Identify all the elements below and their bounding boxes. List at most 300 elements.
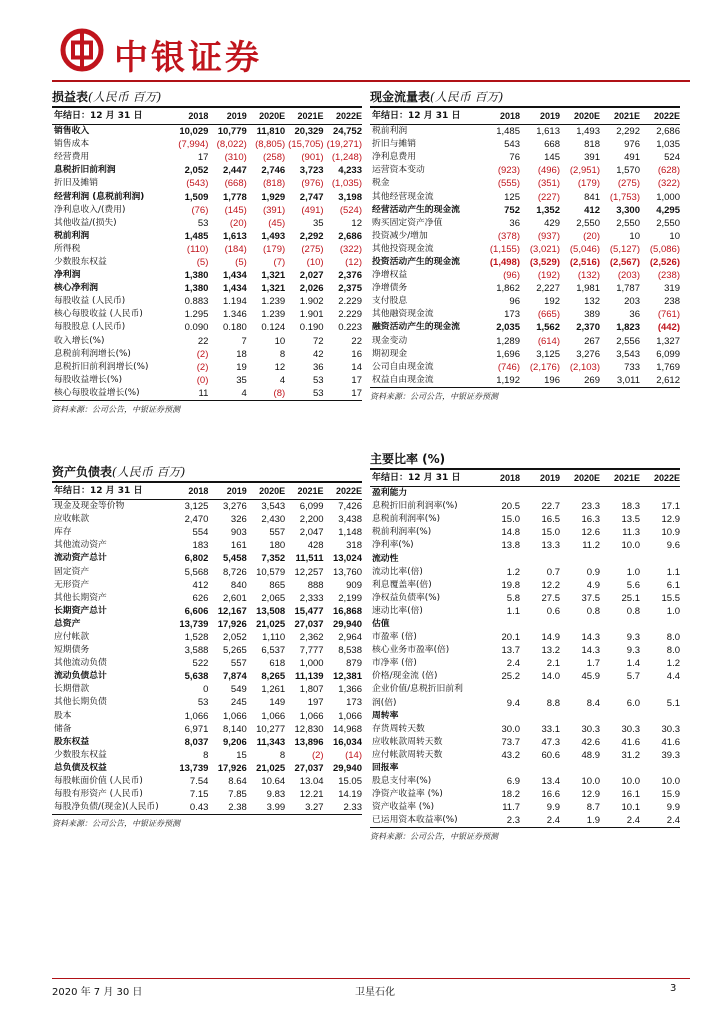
row-label: 其他流动资产	[54, 540, 107, 551]
table-row	[52, 190, 362, 203]
row-label: 已运用资本收益率(%)	[372, 815, 458, 826]
table-cell: (19,271)	[326, 139, 362, 151]
table-cell: 72	[312, 335, 324, 347]
table-row	[52, 644, 362, 657]
balance-header-row	[52, 483, 362, 500]
row-label: 净资产收益率 (%)	[372, 789, 443, 800]
row-label: 息税折旧前利润	[54, 165, 116, 176]
table-row	[370, 670, 680, 683]
row-label: 利息覆盖率(倍)	[372, 579, 432, 590]
table-cell: 1,981	[576, 283, 600, 295]
row-label: 其他长期负债	[54, 697, 107, 708]
row-label: 核心业务市盈率(倍)	[372, 645, 450, 656]
table-cell: 865	[269, 579, 286, 591]
row-label: 收入增长(%)	[54, 335, 105, 346]
report-header	[60, 28, 690, 76]
table-row	[52, 125, 362, 139]
row-label: 应收帐款	[54, 514, 90, 525]
table-row	[370, 762, 680, 775]
table-cell: 15	[236, 749, 247, 761]
table-cell: 13,896	[294, 736, 324, 748]
row-label: 其他长期资产	[54, 592, 107, 603]
year-header: 2021E	[600, 470, 640, 487]
table-cell: 5,568	[184, 566, 209, 578]
table-cell	[600, 552, 640, 565]
table-cell: 17	[351, 374, 362, 386]
table-row	[370, 374, 680, 387]
table-cell: 17,926	[217, 618, 247, 630]
table-cell: 9,206	[223, 736, 247, 748]
table-cell: 3,723	[299, 165, 324, 177]
row-label: 价格/现金流 (倍)	[372, 671, 438, 682]
table-cell: 1.239	[261, 309, 286, 321]
table-row	[52, 374, 362, 387]
table-cell: 1.1	[506, 605, 520, 617]
table-row	[370, 513, 680, 526]
row-label: 每股收益增长(%)	[54, 374, 123, 385]
table-cell: 36	[629, 309, 640, 321]
table-cell	[480, 487, 520, 501]
table-cell: 19.8	[501, 579, 520, 591]
table-cell: 2.229	[338, 296, 362, 308]
table-cell: (1,498)	[489, 256, 520, 268]
table-row	[52, 775, 362, 788]
row-label: 应付帐款	[54, 631, 90, 642]
table-row	[52, 749, 362, 762]
row-label: 税前利润率(%)	[372, 527, 432, 538]
table-cell: (7,994)	[178, 139, 209, 151]
table-row	[52, 348, 362, 361]
row-label: 长期借款	[54, 684, 90, 695]
table-cell: 2.4	[506, 658, 520, 670]
row-label: 息税前利润增长(%)	[54, 348, 131, 359]
table-cell: 557	[269, 527, 286, 539]
table-cell: (1,035)	[331, 178, 362, 190]
table-cell: 18	[236, 348, 247, 360]
table-cell: 9.3	[626, 645, 640, 657]
table-cell: 8.4	[586, 697, 600, 709]
year-end-header: 年结日：12 月 31 日	[52, 108, 170, 125]
table-cell: 16,034	[332, 736, 362, 748]
boc-logo-icon	[60, 28, 104, 72]
table-cell: 1,366	[338, 684, 362, 696]
table-cell: 1,035	[656, 139, 680, 151]
table-cell	[480, 762, 520, 775]
table-cell: 549	[230, 684, 247, 696]
row-label: 净利率(%)	[372, 540, 414, 551]
table-row	[52, 295, 362, 308]
table-cell: 29,940	[332, 618, 362, 630]
table-cell: 841	[584, 191, 600, 203]
table-cell: 2.4	[666, 815, 680, 827]
table-cell: 1,192	[496, 374, 520, 386]
table-row	[52, 387, 362, 400]
table-cell: 2,686	[656, 126, 680, 138]
table-cell: 1.0	[626, 566, 640, 578]
table-cell: 1,434	[223, 270, 247, 282]
table-cell: (628)	[657, 165, 680, 177]
table-row	[52, 631, 362, 644]
income-table	[52, 108, 362, 400]
table-cell	[520, 710, 560, 723]
table-cell: 4.4	[666, 671, 680, 683]
table-cell: 6,606	[184, 605, 209, 617]
table-row	[370, 500, 680, 513]
table-cell: 7,426	[338, 501, 362, 513]
table-cell: 11	[198, 387, 209, 399]
table-cell	[600, 487, 640, 501]
table-cell: (2)	[311, 749, 324, 761]
table-cell: 554	[192, 527, 209, 539]
year-header: 2020E	[247, 108, 285, 125]
table-cell: 8.64	[228, 776, 247, 788]
table-cell	[560, 618, 600, 631]
table-cell: 14.3	[581, 632, 600, 644]
table-cell: 818	[584, 139, 600, 151]
table-cell: 0.190	[299, 322, 324, 334]
table-cell: 2.38	[228, 802, 247, 814]
table-cell: 269	[584, 374, 600, 386]
table-cell: 7	[241, 335, 247, 347]
table-cell: 7.54	[189, 776, 209, 788]
table-cell: 10.0	[661, 776, 680, 788]
row-label: 流动负债总计	[54, 671, 107, 682]
row-label: 股东权益	[54, 736, 90, 747]
table-row	[52, 335, 362, 348]
table-row	[370, 151, 680, 164]
table-cell: 12.21	[299, 789, 324, 801]
year-header: 2021E	[285, 108, 323, 125]
row-label: 总负债及权益	[54, 762, 107, 773]
table-row	[370, 308, 680, 321]
table-cell: (10)	[306, 256, 324, 268]
table-cell: 12,257	[294, 566, 324, 578]
table-row	[52, 788, 362, 801]
year-header: 2018	[170, 483, 208, 500]
table-cell: (145)	[224, 204, 247, 216]
table-row	[52, 565, 362, 578]
table-cell: 6,099	[656, 348, 680, 360]
table-cell: (5,086)	[649, 243, 680, 255]
table-cell	[600, 710, 640, 723]
table-cell: 1,528	[184, 631, 209, 643]
table-row	[370, 177, 680, 190]
table-cell	[600, 618, 640, 631]
table-cell: 5.8	[506, 592, 520, 604]
table-cell: 7.85	[228, 789, 247, 801]
table-cell: 5.6	[626, 579, 640, 591]
table-cell	[520, 762, 560, 775]
row-label: 税前利润	[372, 126, 408, 137]
row-label: 净利息费用	[372, 152, 416, 163]
table-row	[52, 723, 362, 736]
table-cell: 4.9	[586, 579, 600, 591]
table-cell: (5)	[196, 256, 209, 268]
table-cell: 73.7	[501, 736, 520, 748]
row-label: 存货周转天数	[372, 723, 425, 734]
table-cell: 6,537	[261, 645, 286, 657]
row-label: 回报率	[372, 763, 399, 774]
table-cell: 524	[664, 152, 680, 164]
table-cell: 1,434	[223, 283, 247, 295]
table-cell: 11.2	[582, 540, 600, 552]
year-header: 2021E	[600, 108, 640, 125]
table-row	[370, 164, 680, 177]
table-cell: (15,705)	[288, 139, 324, 151]
table-row	[52, 710, 362, 723]
table-cell: 8.0	[666, 645, 680, 657]
table-cell: 14.0	[541, 671, 560, 683]
table-cell: 2,556	[616, 335, 640, 347]
table-row	[370, 566, 680, 579]
table-cell: (322)	[339, 243, 362, 255]
table-cell: 13.04	[299, 776, 324, 788]
year-header: 2020E	[560, 108, 600, 125]
row-label: 无形资产	[54, 579, 90, 590]
table-cell: 1,066	[261, 710, 286, 722]
balance-title: 资产负债表(人民币 百万)	[52, 463, 362, 483]
table-cell: 0.090	[184, 322, 209, 334]
table-cell: 2,550	[616, 217, 640, 229]
table-cell: 20,329	[294, 126, 324, 138]
table-cell: (110)	[186, 243, 209, 255]
table-cell	[600, 683, 640, 696]
table-cell: (378)	[497, 230, 520, 242]
table-cell	[520, 552, 560, 565]
year-header: 2022E	[640, 108, 680, 125]
table-cell: 3,300	[616, 204, 640, 216]
table-cell: 30.3	[581, 723, 600, 735]
table-cell: 0.9	[586, 566, 600, 578]
income-header-row	[52, 108, 362, 125]
table-cell: 145	[544, 152, 560, 164]
table-cell: 13,508	[256, 605, 286, 617]
table-row	[370, 243, 680, 256]
table-cell: 76	[509, 152, 520, 164]
table-cell: 2,026	[299, 283, 324, 295]
row-label: 润(倍)	[372, 697, 397, 708]
table-cell: (20)	[583, 230, 600, 242]
table-cell: 1,823	[616, 322, 640, 334]
table-cell: 1,066	[184, 710, 209, 722]
table-cell: 16	[351, 348, 362, 360]
table-cell: (322)	[657, 178, 680, 190]
row-label: 税前利润	[54, 230, 90, 241]
table-cell: 2,964	[338, 631, 362, 643]
row-label: 现金及现金等价物	[54, 501, 125, 512]
table-cell: 30.0	[501, 723, 520, 735]
table-cell: 318	[346, 540, 362, 552]
year-header: 2019	[208, 108, 246, 125]
row-label: 息税折旧前利润增长(%)	[54, 361, 149, 372]
table-row	[370, 487, 680, 501]
key-ratios-panel	[370, 450, 680, 842]
table-cell: 1,613	[223, 230, 247, 242]
table-cell: 30.3	[621, 723, 640, 735]
table-cell: 3,438	[338, 514, 362, 526]
table-row	[52, 164, 362, 177]
table-cell: 0.8	[586, 605, 600, 617]
table-cell: 20.5	[501, 501, 520, 513]
table-cell: 180	[269, 540, 286, 552]
table-cell: 43.2	[501, 749, 520, 761]
balance-table	[52, 483, 362, 814]
table-cell: 8	[203, 749, 209, 761]
table-cell: 6.0	[626, 697, 640, 709]
balance-sheet-panel	[52, 463, 362, 829]
table-cell: (238)	[657, 270, 680, 282]
table-cell	[560, 552, 600, 565]
table-cell: 2,333	[299, 592, 324, 604]
table-cell: 15.9	[661, 789, 680, 801]
table-cell: (761)	[657, 309, 680, 321]
table-cell: 8	[279, 348, 286, 360]
table-cell: 8,726	[223, 566, 247, 578]
table-cell: 752	[504, 204, 520, 216]
table-cell: (1,155)	[489, 243, 520, 255]
row-label: 每股净负债/(现金)(人民币)	[54, 802, 159, 813]
table-row	[52, 696, 362, 709]
row-label: 经营活动产生的现金流	[372, 204, 460, 215]
table-cell: (258)	[262, 152, 286, 164]
table-row	[370, 788, 680, 801]
table-cell: 2,430	[261, 514, 286, 526]
table-cell	[640, 762, 680, 775]
table-cell: 1,862	[496, 283, 520, 295]
row-label: 权益自由现金流	[372, 374, 434, 385]
table-row	[52, 670, 362, 683]
table-cell: 11.3	[622, 527, 640, 539]
table-cell: 16.6	[541, 789, 560, 801]
ratios-title: 主要比率 (%)	[370, 450, 680, 470]
row-label: 长期资产总计	[54, 605, 107, 616]
row-label: 每股股息 (人民币)	[54, 322, 126, 333]
table-cell: 6,971	[184, 723, 209, 735]
table-row	[370, 631, 680, 644]
table-row	[370, 605, 680, 618]
table-cell: 11,139	[295, 671, 324, 683]
year-header: 2020E	[560, 470, 600, 487]
table-cell: (179)	[262, 243, 286, 255]
table-cell: (442)	[657, 322, 680, 334]
table-cell: 2,376	[338, 270, 362, 282]
row-label: 其他融资现金流	[372, 309, 434, 320]
table-cell: 4,233	[338, 165, 362, 177]
table-cell: 1,261	[261, 684, 286, 696]
footer-company: 卫星石化	[355, 987, 395, 998]
table-cell: 267	[584, 335, 600, 347]
table-cell: 8,140	[223, 723, 247, 735]
table-cell: 5,458	[223, 553, 247, 565]
table-row	[52, 592, 362, 605]
table-cell: 10.0	[621, 540, 640, 552]
table-cell: 12,381	[332, 671, 362, 683]
table-cell: 3.99	[266, 802, 286, 814]
table-cell: (192)	[537, 270, 560, 282]
table-cell: 0.124	[261, 322, 286, 334]
table-cell: 9.9	[546, 802, 560, 814]
table-cell: (45)	[268, 217, 286, 229]
row-label: 期初现金	[372, 348, 408, 359]
table-cell: (391)	[262, 204, 286, 216]
year-header: 2020E	[247, 483, 285, 500]
table-cell: (491)	[301, 204, 324, 216]
table-cell: 27,037	[294, 618, 324, 630]
table-cell: 1,807	[299, 684, 324, 696]
table-cell: 16.5	[541, 514, 560, 526]
table-cell: 391	[584, 152, 600, 164]
table-cell: (555)	[497, 178, 520, 190]
table-cell: 10.9	[661, 527, 680, 539]
table-cell: 840	[230, 579, 247, 591]
table-row	[370, 644, 680, 657]
row-label: 每股帐面价值 (人民币)	[54, 776, 143, 787]
table-cell: 1,509	[184, 191, 209, 203]
year-end-header: 年结日：12 月 31 日	[52, 483, 170, 500]
row-label: 所得税	[54, 243, 81, 254]
row-label: 流动比率(倍)	[372, 566, 423, 577]
table-cell: 21,025	[256, 618, 286, 630]
table-cell	[560, 683, 600, 696]
table-row	[370, 683, 680, 696]
table-row	[52, 204, 362, 217]
table-cell: 7,874	[223, 671, 247, 683]
table-cell: 0.6	[546, 605, 560, 617]
ratios-header-row	[370, 470, 680, 487]
table-cell: 4	[241, 387, 247, 399]
table-row	[370, 190, 680, 203]
table-cell: 0	[203, 684, 209, 696]
table-cell: 12,830	[294, 723, 324, 735]
table-cell: 22.7	[541, 501, 560, 513]
table-cell: (665)	[537, 309, 560, 321]
table-row	[370, 592, 680, 605]
table-row	[52, 657, 362, 670]
income-title: 损益表(人民币 百万)	[52, 88, 362, 108]
table-cell: 1,321	[261, 270, 286, 282]
table-cell: (976)	[301, 178, 324, 190]
table-cell: 16.1	[621, 789, 640, 801]
table-cell: (8,805)	[255, 139, 286, 151]
table-cell: 13.4	[541, 776, 560, 788]
table-row	[52, 539, 362, 552]
table-cell: 8	[279, 749, 286, 761]
table-cell: 3,276	[223, 501, 247, 513]
row-label: 应收帐款周转天数	[372, 736, 443, 747]
table-cell: 15,477	[294, 605, 324, 617]
table-cell: 149	[269, 697, 286, 709]
table-cell: 3,125	[184, 501, 209, 513]
table-cell	[520, 618, 560, 631]
row-label: 其他投资现金流	[372, 243, 434, 254]
table-cell: 2,292	[616, 126, 640, 138]
table-cell: 10.1	[621, 802, 640, 814]
table-cell: 1,110	[262, 631, 286, 643]
table-cell: 1.7	[586, 658, 600, 670]
table-cell: (310)	[224, 152, 247, 164]
table-row	[370, 723, 680, 736]
table-cell: 3.27	[305, 802, 324, 814]
table-row	[52, 801, 362, 814]
row-label: 现金变动	[372, 335, 408, 346]
row-label: 息税折旧前利润率(%)	[372, 501, 458, 512]
table-cell: 196	[544, 374, 560, 386]
row-label: 少数股东权益	[54, 749, 107, 760]
row-label: 企业价值/息税折旧前利	[372, 684, 463, 695]
table-cell: 13.7	[501, 645, 520, 657]
table-cell: 11,810	[256, 126, 286, 138]
row-label: 折旧及摊销	[54, 178, 98, 189]
